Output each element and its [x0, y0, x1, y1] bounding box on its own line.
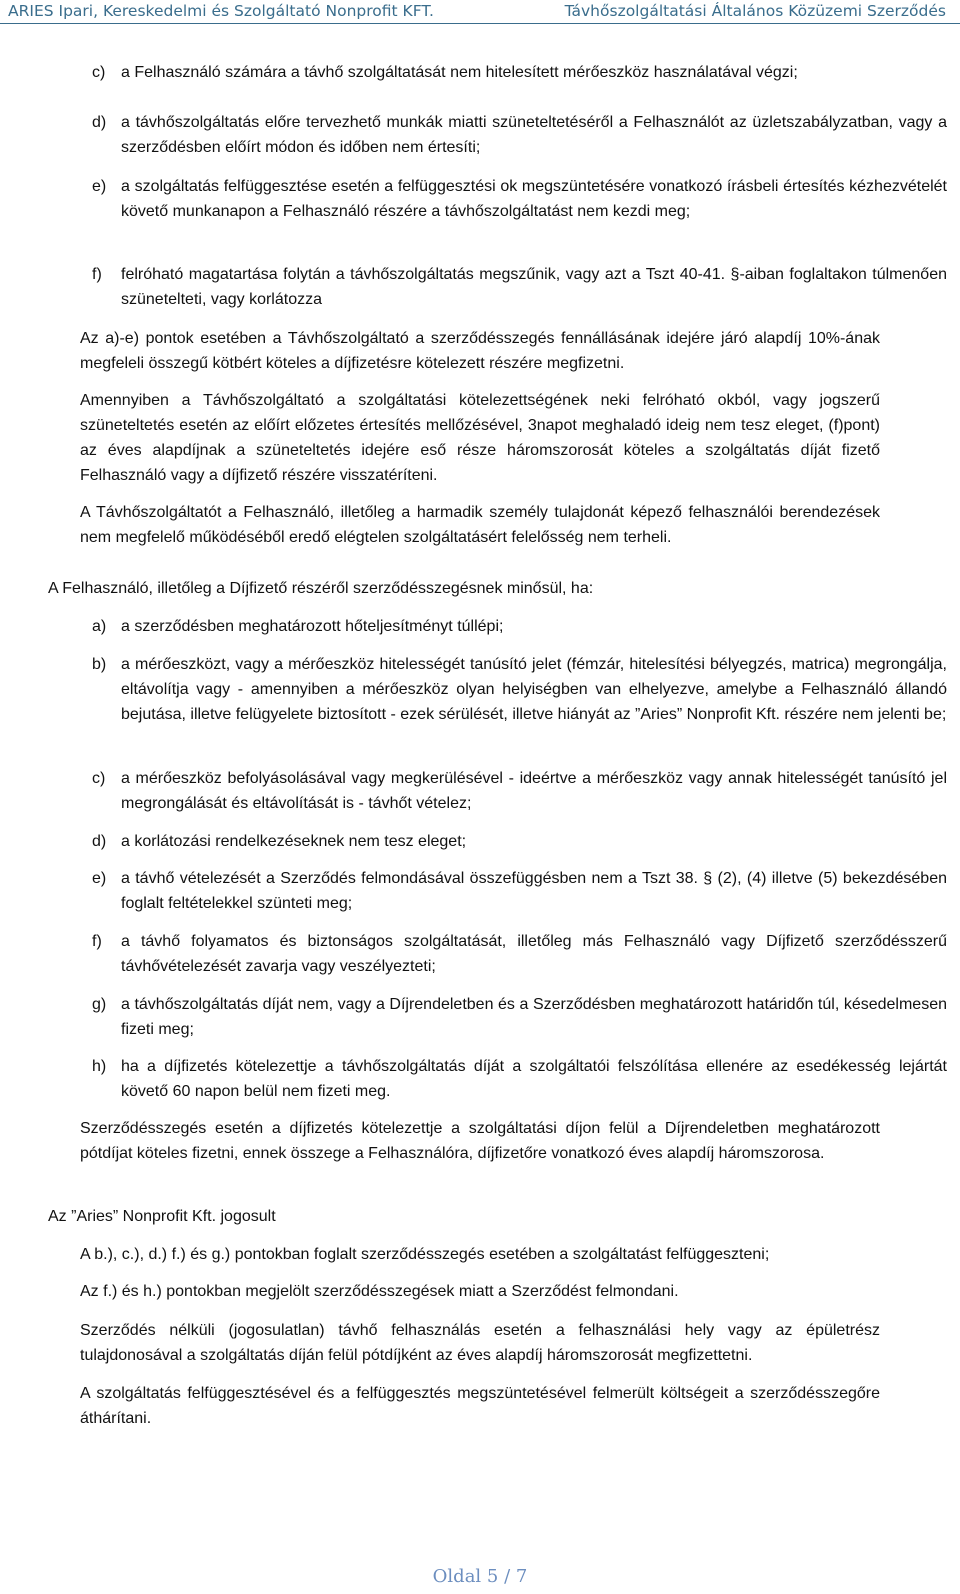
list1-item-d: a távhőszolgáltatás előre tervezhető munkák miatti szüneteltetéséről a Felhasználót az üzletszabályzatban, vagy a szerződésben előírt módon és időben nem értesíti; [121, 114, 947, 156]
paragraph-kotber: Az a)-e) pontok esetében a Távhőszolgáltató a szerződésszegés fennállásának idejére járó alapdíj 10%-ának megfeleli összegű kötbért köteles a díjfizetésre kötelezett részére megfizetni. [80, 330, 880, 372]
paragraph-szerzodesszeges-intro: A Felhasználó, illetőleg a Díjfizető részéről szerződésszegésnek minősül, ha: [48, 580, 594, 597]
paragraph-felfuggesztes: A b.), c.), d.) f.) és g.) pontokban foglalt szerződésszegés esetében a szolgáltatást felfüggeszteni; [80, 1246, 770, 1263]
list2-label-a: a) [92, 618, 107, 635]
paragraph-felmondas: Az f.) és h.) pontokban megjelölt szerződésszegések miatt a Szerződést felmondani. [80, 1283, 679, 1300]
list1-label-f: f) [92, 266, 102, 283]
page-header [0, 0, 960, 24]
list2-item-g: a távhőszolgáltatás díját nem, vagy a Díjrendeletben és a Szerződésben meghatározott határidőn túl, késedelmesen fizeti meg; [121, 996, 947, 1038]
list1-label-d: d) [92, 114, 107, 131]
list2-label-d: d) [92, 833, 107, 850]
list2-item-h: ha a díjfizetés kötelezettje a távhőszolgáltatás díját a szolgáltatói felszólítása ellenére az esedékesség lejártát követő 60 napon belül nem fizeti meg. [121, 1058, 947, 1100]
paragraph-potdij: Szerződésszegés esetén a díjfizetés kötelezettje a szolgáltatási díjon felül a Díjrendeletben meghatározott pótdíjat köteles fizetni, ennek összege a Felhasználóra, díjfizetőre vonatkozó éves alapdíj háromszorosa. [80, 1120, 880, 1162]
page-number: Oldal 5 / 7 [432, 1566, 528, 1587]
list1-label-e: e) [92, 178, 107, 195]
list2-label-b: b) [92, 656, 107, 673]
list2-label-f: f) [92, 933, 102, 950]
list2-item-d: a korlátozási rendelkezéseknek nem tesz eleget; [121, 833, 467, 850]
list2-item-e: a távhő vételezését a Szerződés felmondásával összefüggésben nem a Tszt 38. § (2), (4) illetve (5) bekezdésében foglalt feltételekkel szünteti meg; [121, 870, 947, 912]
paragraph-jogosulatlan: Szerződés nélküli (jogosulatlan) távhő felhasználás esetén a felhasználási hely vagy az épületrész tulajdonosával a szolgáltatás díján felül pótdíjként az éves alapdíj háromszorosát megfizettetni. [80, 1322, 880, 1364]
paragraph-koltsegek: A szolgáltatás felfüggesztésével és a felfüggesztés megszüntetésével felmerült költségeit a szerződésszegőre áthárítani. [80, 1385, 880, 1427]
list2-label-g: g) [92, 996, 107, 1013]
list2-item-c: a mérőeszköz befolyásolásával vagy megkerülésével - ideértve a mérőeszköz vagy annak hitelességét tanúsító jel megrongálását és eltávolítását is - távhőt vételez; [121, 770, 947, 812]
list2-item-b: a mérőeszközt, vagy a mérőeszköz hitelességét tanúsító jelet (fémzár, hitelesítési bélyegzés, matrica) megrongálja, eltávolítja vagy - amennyiben a mérőeszköz olyan helyiségben van elhelyezve, amelybe a Felhasználó állandó bejutása, illetve felügyelete biztosított - ezek sérülését, illetve hiányát az ”Aries” Nonprofit Kft. részére nem jelenti be; [121, 656, 947, 723]
list1-label-c: c) [92, 64, 106, 81]
list1-item-f: felróható magatartása folytán a távhőszolgáltatás megszűnik, vagy azt a Tszt 40-41. §-aiban foglaltakon túlmenően szünetelteti, vagy korlátozza [121, 266, 947, 308]
list2-item-a: a szerződésben meghatározott hőteljesítményt túllépi; [121, 618, 504, 635]
list1-item-e: a szolgáltatás felfüggesztése esetén a felfüggesztési ok megszüntetésére vonatkozó írásbeli értesítés kézhezvételét követő munkanapon a Felhasználó részére a távhőszolgáltatást nem kezdi meg; [121, 178, 947, 220]
paragraph-jogosult: Az ”Aries” Nonprofit Kft. jogosult [48, 1208, 276, 1225]
list2-label-h: h) [92, 1058, 107, 1075]
header-doc-title: Távhőszolgáltatási Általános Közüzemi Szerződés [564, 2, 946, 20]
paragraph-visszaterites: Amennyiben a Távhőszolgáltató a szolgáltatási kötelezettségének neki felróható okból, vagy jogszerű szüneteltetés esetén az előírt előzetes értesítés mellőzésével, 3napot meghaladó ideig nem tesz eleget, (f)pont) az éves alapdíjnak a szüneteltetés idejére eső része háromszorosát köteles a szolgáltatás díját fizető Felhasználó vagy a díjfizető részére visszatéríteni. [80, 392, 880, 484]
list2-label-e: e) [92, 870, 107, 887]
list2-item-f: a távhő folyamatos és biztonságos szolgáltatását, illetőleg más Felhasználó vagy Díjfizető szerződésszerű távhővételezését zavarja vagy veszélyezteti; [121, 933, 947, 975]
list2-label-c: c) [92, 770, 106, 787]
list1-item-c: a Felhasználó számára a távhő szolgáltatását nem hitelesített mérőeszköz használatával végzi; [121, 64, 798, 81]
header-company: ARIES Ipari, Kereskedelmi és Szolgáltató Nonprofit KFT. [8, 2, 434, 20]
paragraph-felelosseg: A Távhőszolgáltatót a Felhasználó, illetőleg a harmadik személy tulajdonát képező felhasználói berendezések nem megfelelő működéséből eredő elégtelen szolgáltatásért felelősség nem terheli. [80, 504, 880, 546]
